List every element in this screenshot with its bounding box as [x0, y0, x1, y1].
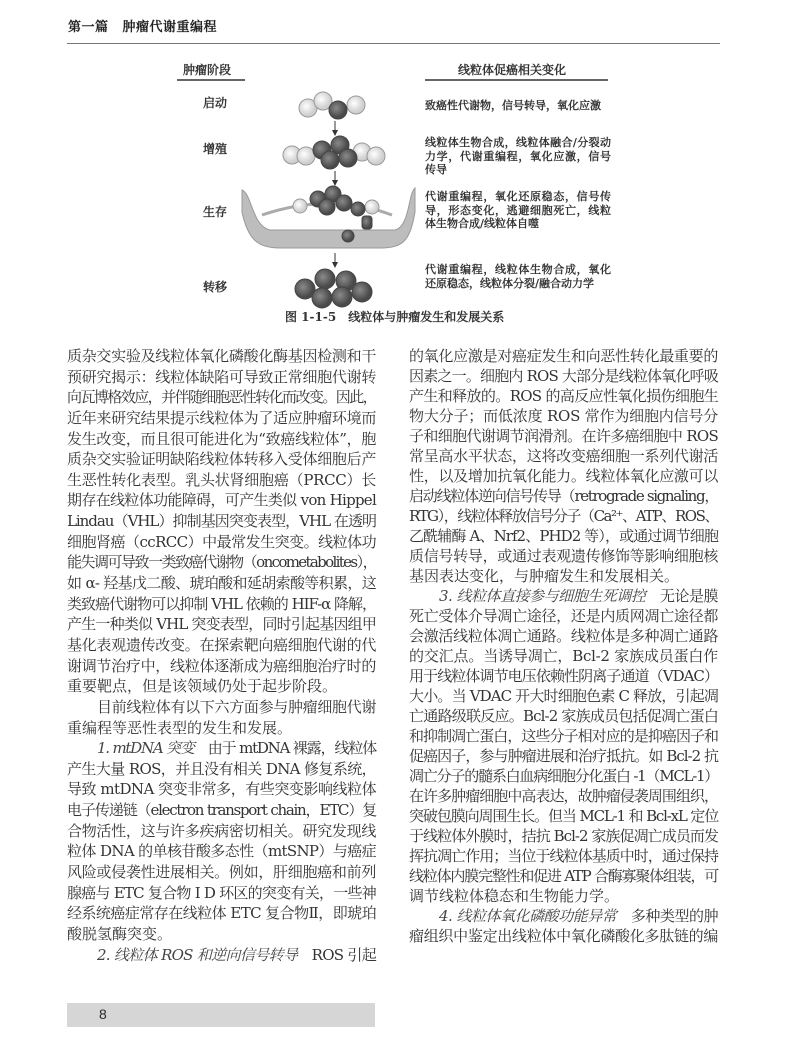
line-text: 线粒体内膜完整性和促进 ATP 合酶寡聚体组装，可	[409, 867, 718, 885]
line-text: 大小。当 VDAC 开大时细胞色素 C 释放，引起凋	[409, 687, 718, 705]
text-line	[67, 676, 376, 697]
line-text: 产生和释放的。ROS 的高反应性氧化损伤细胞生	[409, 387, 718, 405]
text-line	[409, 646, 718, 666]
vessel-survival	[242, 186, 415, 248]
line-text: 挥抗凋亡作用；当位于线粒体基质中时，通过保持	[409, 847, 718, 865]
text-line	[409, 686, 718, 706]
line-text: 的氧化应激是对癌症发生和向恶性转化最重要的	[409, 347, 718, 365]
line-text: 基因表达变化，与肿瘤发生和发展相关。	[409, 567, 680, 585]
text-line	[409, 866, 718, 886]
line-text: 腺癌与 ETC 复合物 I D 环区的突变有关，一些神	[67, 883, 376, 902]
line-text: 合物活性，这与许多疾病密切相关。研究发现线	[67, 821, 376, 840]
section-heading: 1. mtDNA 突变	[97, 739, 194, 758]
figure-col-header-changes: 线粒体促癌相关变化	[458, 63, 567, 77]
cells-initiation	[299, 92, 365, 119]
text-line	[67, 862, 376, 883]
text-line	[409, 806, 718, 826]
line-text: 会激活线粒体凋亡通路。线粒体是多种凋亡通路	[409, 627, 718, 645]
text-line	[67, 841, 376, 862]
line-text: 用于线粒体调节电压依赖性阴离子通道（VDAC）	[409, 667, 718, 685]
line-text: 导致 mtDNA 突变非常多，有些突变影响线粒体	[67, 780, 376, 799]
text-line	[67, 821, 376, 842]
text-line	[67, 738, 376, 759]
text-line	[409, 346, 718, 366]
text-line	[409, 666, 718, 686]
line-text: 和抑制凋亡蛋白，这些分子相对应的是抑癌因子和	[409, 727, 718, 745]
text-line	[409, 406, 718, 426]
text-line	[67, 346, 376, 367]
text-line	[409, 766, 718, 786]
line-text: 电子传递链（electron transport chain，ETC）复	[67, 801, 376, 820]
stage-changes: 代谢重编程，线粒体生物合成，氧化还原稳态，线粒体分裂/融合动力学	[425, 263, 611, 290]
text-line	[409, 486, 718, 506]
text-line	[409, 426, 718, 446]
text-line	[67, 883, 376, 904]
text-line	[409, 706, 718, 726]
line-text: 乙酰辅酶 A、Nrf2、PHD2 等），或通过调节细胞	[409, 527, 718, 545]
line-text: 启动线粒体逆向信号传导（retrograde signaling，	[409, 487, 718, 505]
cells-metastasis	[295, 269, 372, 308]
text-line	[67, 903, 376, 924]
stage-changes: 线粒体生物合成，线粒体融合/分裂动力学，代谢重编程，氧化应激，信号传导	[425, 136, 611, 176]
text-line	[67, 800, 376, 821]
text-line	[67, 387, 376, 408]
stage-label: 生存	[203, 205, 228, 219]
line-text: 产生一种类似 VHL 突变表型，同时引起基因组甲	[67, 615, 376, 634]
line-text: RTG），线粒体释放信号分子（Ca²⁺、ATP、ROS、	[409, 507, 718, 525]
text-line	[409, 586, 718, 606]
figure-1-1-5	[0, 0, 800, 330]
text-line	[67, 635, 376, 656]
line-text: 于线粒体外膜时，拮抗 Bcl-2 家族促凋亡成员而发	[409, 827, 718, 845]
text-line	[67, 656, 376, 677]
text-line	[67, 367, 376, 388]
text-line	[67, 945, 376, 966]
line-text: 预研究揭示：线粒体缺陷可导致正常细胞代谢转	[67, 367, 376, 386]
text-line	[67, 573, 376, 594]
line-text: 常呈高水平状态，这将改变癌细胞一系列代谢活	[409, 447, 718, 465]
text-line	[67, 408, 376, 429]
caption-text: 线粒体与肿瘤发生和发展关系	[348, 310, 505, 324]
line-text: 瘤组织中鉴定出线粒体中氧化磷酸化多肽链的编	[409, 927, 718, 945]
text-line	[409, 466, 718, 486]
text-line	[409, 906, 718, 926]
line-text: 子和细胞代谢调节润滑剂。在许多癌细胞中 ROS	[409, 427, 718, 445]
text-line	[67, 697, 376, 718]
text-line	[409, 566, 718, 586]
line-text: 死亡受体介导凋亡途径，还是内质网凋亡途径都	[409, 607, 718, 625]
cells-proliferation	[283, 136, 385, 169]
text-line	[409, 526, 718, 546]
line-text: 性，以及增加抗氧化能力。线粒体氧化应激可以	[409, 467, 718, 485]
text-line	[67, 490, 376, 511]
page-number: 8	[99, 1006, 107, 1022]
line-text: 生恶性转化表型。乳头状肾细胞癌（PRCC）长	[67, 470, 376, 489]
line-text: 质杂交实验证明缺陷线粒体转移入受体细胞后产	[67, 450, 376, 469]
line-text: 调节线粒体稳态和生物能力学。	[409, 887, 620, 905]
text-line	[409, 446, 718, 466]
line-text: 基化表观遗传改变。在探索靶向癌细胞代谢的代	[67, 635, 376, 654]
line-text: Lindau（VHL）抑制基因突变表型，VHL 在透明	[67, 512, 376, 531]
text-line	[67, 614, 376, 635]
stage-changes: 代谢重编程，氧化还原稳态，信号传导，形态变化，逃避细胞死亡，线粒体生物合成/线粒体自噬	[425, 190, 611, 230]
text-line	[67, 779, 376, 800]
text-line	[67, 759, 376, 780]
line-text: 期存在线粒体功能障碍，可产生类似 von Hippel	[67, 491, 376, 510]
text-line	[409, 786, 718, 806]
text-line	[409, 366, 718, 386]
text-line	[67, 532, 376, 553]
line-text: 因素之一。细胞内 ROS 大部分是线粒体氧化呼吸	[409, 367, 718, 385]
line-text: 谢调节治疗中，线粒体逐渐成为癌细胞治疗时的	[67, 656, 376, 675]
text-line	[409, 626, 718, 646]
line-text: 亡通路级联反应。Bcl-2 家族成员包括促凋亡蛋白	[409, 707, 718, 725]
line-text: 突破包膜向周围生长。但当 MCL-1 和 Bcl-xL 定位	[409, 807, 718, 825]
line-text: 由于 mtDNA 裸露，线粒体	[193, 739, 376, 758]
line-text: 类致癌代谢物可以抑制 VHL 依赖的 HIF-α 降解，	[67, 594, 376, 613]
line-text: 重编程等恶性表型的发生和发展。	[67, 718, 293, 737]
text-line	[409, 546, 718, 566]
section-heading: 2. 线粒体 ROS 和逆向信号转导	[97, 945, 298, 964]
text-line	[409, 506, 718, 526]
text-line	[409, 386, 718, 406]
line-text: ROS 引起	[297, 945, 376, 964]
line-text: 物大分子；而低浓度 ROS 常作为细胞内信号分	[409, 407, 718, 425]
line-text: 目前线粒体有以下六方面参与肿瘤细胞代谢	[97, 697, 376, 716]
section-heading: 3. 线粒体直接参与细胞生死调控	[439, 587, 646, 605]
text-line	[67, 511, 376, 532]
line-text: 向瓦博格效应，并伴随细胞恶性转化而改变。因此，	[67, 388, 376, 407]
text-line	[67, 594, 376, 615]
line-text: 质杂交实验及线粒体氧化磷酸化酶基因检测和干	[67, 347, 376, 365]
text-line	[409, 726, 718, 746]
line-text: 如 α- 羟基戊二酸、琥珀酸和延胡索酸等积累，这	[67, 574, 376, 593]
text-line	[409, 826, 718, 846]
page-number-bar	[67, 1003, 375, 1027]
text-line	[409, 926, 718, 946]
line-text: 促癌因子，参与肿瘤进展和治疗抵抗。如 Bcl-2 抗	[409, 747, 718, 765]
tumor-stage-illustration	[0, 0, 800, 310]
part-label: 第一篇	[68, 20, 109, 35]
body-column-right	[409, 346, 718, 946]
line-text: 发生改变，而且很可能进化为“致癌线粒体”，胞	[67, 429, 376, 448]
line-text: 能失调可导致一类致癌代谢物（oncometabolites），	[67, 553, 376, 572]
text-line	[409, 606, 718, 626]
caption-number: 图 1-1-5	[285, 310, 337, 324]
text-line	[409, 846, 718, 866]
section-heading: 4. 线粒体氧化磷酸功能异常	[439, 907, 617, 925]
text-line	[67, 449, 376, 470]
line-text: 凋亡分子的髓系白血病细胞分化蛋白 -1（MCL-1）	[409, 767, 718, 785]
chapter-title: 肿瘤代谢重编程	[122, 20, 218, 35]
line-text: 风险或侵袭性进展相关。例如，肝细胞癌和前列	[67, 863, 376, 882]
line-text: 多种类型的肿	[616, 907, 718, 925]
figure-col-header-stage: 肿瘤阶段	[183, 63, 232, 77]
text-line	[67, 470, 376, 491]
stage-changes: 致癌性代谢物，信号转导，氧化应激	[425, 99, 601, 112]
line-text: 粒体 DNA 的单核苷酸多态性（mtSNP）与癌症	[67, 842, 376, 861]
line-text: 经系统癌症常存在线粒体 ETC 复合物Ⅱ，即琥珀	[67, 904, 376, 923]
line-text: 酸脱氢酶突变。	[67, 924, 173, 943]
text-line	[67, 718, 376, 739]
line-text: 细胞肾癌（ccRCC）中最常发生突变。线粒体功	[67, 532, 376, 551]
line-text: 的交汇点。当诱导凋亡，Bcl-2 家族成员蛋白作	[409, 647, 718, 665]
figure-caption	[285, 310, 516, 324]
text-line	[409, 746, 718, 766]
text-line	[409, 886, 718, 906]
stage-label: 增殖	[203, 142, 228, 156]
text-line	[67, 924, 376, 945]
line-text: 近年来研究结果提示线粒体为了适应肿瘤环境而	[67, 408, 376, 427]
line-text: 产生大量 ROS，并且没有相关 DNA 修复系统，	[67, 759, 376, 778]
text-line	[67, 429, 376, 450]
stage-label: 转移	[203, 280, 228, 294]
text-line	[67, 552, 376, 573]
line-text: 重要靶点，但是该领域仍处于起步阶段。	[67, 677, 338, 696]
body-column-left	[67, 346, 376, 965]
line-text: 质信号转导，或通过表观遗传修饰等影响细胞核	[409, 547, 718, 565]
stage-label: 启动	[203, 96, 228, 110]
line-text: 在许多肿瘤细胞中高表达，故肿瘤侵袭周围组织，	[409, 787, 718, 805]
line-text: 无论是膜	[645, 587, 718, 605]
